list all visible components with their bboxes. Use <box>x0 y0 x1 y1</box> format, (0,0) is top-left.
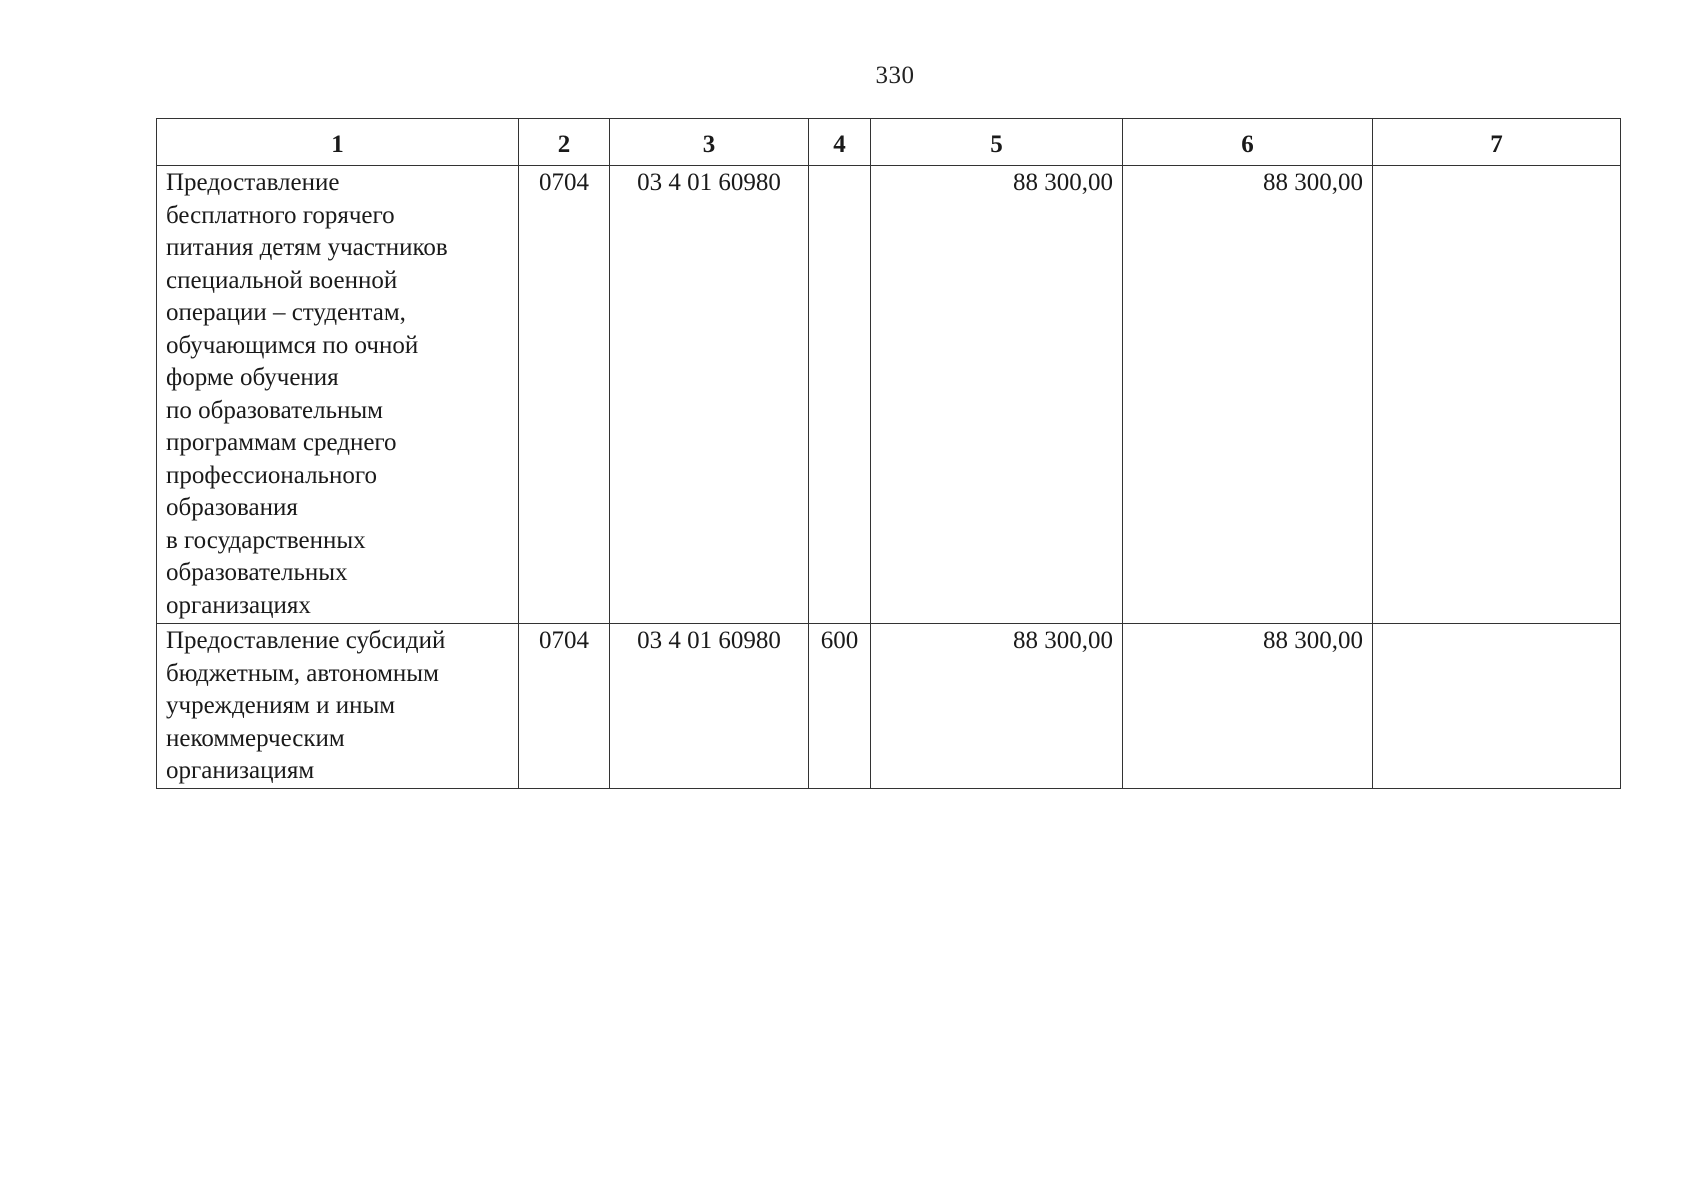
row-col7 <box>1373 166 1621 624</box>
row-name: Предоставление бесплатного горячего питания детям участников специальной военной операции – студентам, обучающимся по очной форме обучения по образовательным программам среднего профессионального образования в государственных образовательных организациях <box>157 166 519 624</box>
row-col7 <box>1373 624 1621 789</box>
column-header-6: 6 <box>1123 119 1373 166</box>
table-row <box>157 166 1621 624</box>
column-header-1: 1 <box>157 119 519 166</box>
row-name: Предоставление субсидий бюджетным, автономным учреждениям и иным некоммерческим организациям <box>157 624 519 789</box>
table-row <box>157 624 1621 789</box>
column-header-5: 5 <box>871 119 1123 166</box>
row-amount-col6: 88 300,00 <box>1123 624 1373 789</box>
column-header-2: 2 <box>519 119 610 166</box>
row-expense-type <box>809 166 871 624</box>
row-target-article: 03 4 01 60980 <box>610 624 809 789</box>
row-amount-col6: 88 300,00 <box>1123 166 1373 624</box>
row-section-code: 0704 <box>519 624 610 789</box>
column-header-4: 4 <box>809 119 871 166</box>
budget-table <box>156 118 1621 789</box>
column-header-7: 7 <box>1373 119 1621 166</box>
column-header-3: 3 <box>610 119 809 166</box>
table-header-row <box>157 119 1621 166</box>
row-section-code: 0704 <box>519 166 610 624</box>
row-expense-type: 600 <box>809 624 871 789</box>
row-target-article: 03 4 01 60980 <box>610 166 809 624</box>
row-amount-col5: 88 300,00 <box>871 166 1123 624</box>
row-amount-col5: 88 300,00 <box>871 624 1123 789</box>
page-number: 330 <box>875 62 915 89</box>
